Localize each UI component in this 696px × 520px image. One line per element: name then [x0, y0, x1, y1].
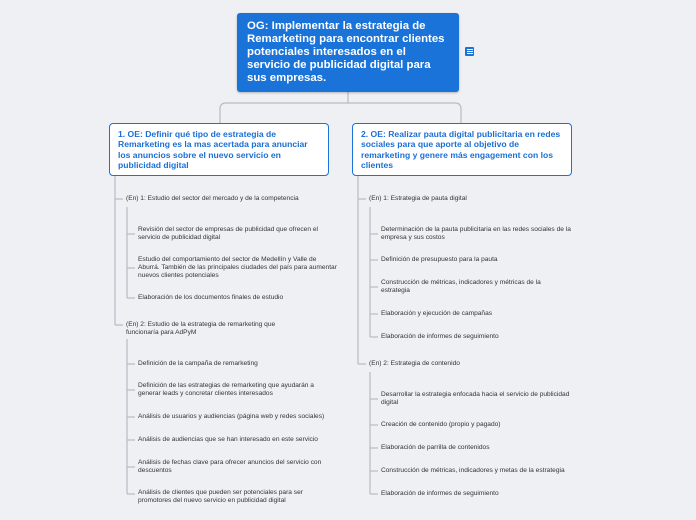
- sub-node-1-1[interactable]: (En) 1: Estudio del sector del mercado y de la competencia: [126, 195, 299, 202]
- leaf-node[interactable]: Estudio del comportamiento del sector de Medellín y Valle de Aburrá. También de las principales ciudades del país para aumentar nuevos clientes potenciales: [138, 256, 337, 279]
- leaf-node[interactable]: Construcción de métricas, indicadores y métricas de la estrategia: [381, 279, 541, 294]
- leaf-node[interactable]: Construcción de métricas, indicadores y metas de la estrategia: [381, 467, 565, 474]
- leaf-node[interactable]: Análisis de usuarios y audiencias (página web y redes sociales): [138, 413, 325, 420]
- leaf-node[interactable]: Elaboración de parrilla de contenidos: [381, 444, 490, 451]
- leaf-node[interactable]: Análisis de audiencias que se han interesado en este servicio: [138, 436, 318, 443]
- leaf-node[interactable]: Determinación de la pauta publicitaria en las redes sociales de la empresa y sus costos: [381, 226, 571, 241]
- sub-node-2-2[interactable]: (En) 2: Estrategia de contenido: [369, 360, 460, 367]
- leaf-node[interactable]: Elaboración de informes de seguimiento: [381, 490, 499, 497]
- leaf-node[interactable]: Definición de las estrategias de remarketing que ayudarán a generar leads y concretar clientes interesados: [138, 382, 314, 397]
- sub-node-2-1[interactable]: (En) 1: Estrategia de pauta digital: [369, 195, 467, 202]
- leaf-node[interactable]: Definición de presupuesto para la pauta: [381, 256, 498, 263]
- sub-node-1-2[interactable]: (En) 2: Estudio de la estrategia de remarketing que funcionaría para AdPyM: [126, 321, 276, 336]
- leaf-node[interactable]: Análisis de clientes que pueden ser potenciales para ser promotores del nuevo servicio en publicidad digital: [138, 489, 303, 504]
- root-node[interactable]: OG: Implementar la estrategia de Remarketing para encontrar clientes potenciales interesados en el servicio de publicidad digital para sus empresas.: [237, 13, 459, 92]
- leaf-node[interactable]: Análisis de fechas clave para ofrecer anuncios del servicio con descuentos: [138, 459, 322, 474]
- notes-icon[interactable]: [465, 47, 474, 56]
- leaf-node[interactable]: Desarrollar la estrategia enfocada hacia el servicio de publicidad digital: [381, 391, 570, 406]
- leaf-node[interactable]: Creación de contenido (propio y pagado): [381, 421, 501, 428]
- leaf-node[interactable]: Elaboración de informes de seguimiento: [381, 333, 499, 340]
- leaf-node[interactable]: Elaboración y ejecución de campañas: [381, 310, 493, 317]
- leaf-node[interactable]: Definición de la campaña de remarketing: [138, 360, 258, 367]
- leaf-node[interactable]: Revisión del sector de empresas de publicidad que ofrecen el servicio de publicidad digital: [138, 226, 318, 241]
- leaf-node[interactable]: Elaboración de los documentos finales de estudio: [138, 294, 284, 301]
- branch-node-2[interactable]: 2. OE: Realizar pauta digital publicitaria en redes sociales para que aporte al objetivo de remarketing y genere más engagement con los clientes: [352, 123, 572, 176]
- branch-node-1[interactable]: 1. OE: Definir qué tipo de estrategia de Remarketing es la mas acertada para anunciar los anuncios sobre el nuevo servicio en publicidad digital: [109, 123, 329, 176]
